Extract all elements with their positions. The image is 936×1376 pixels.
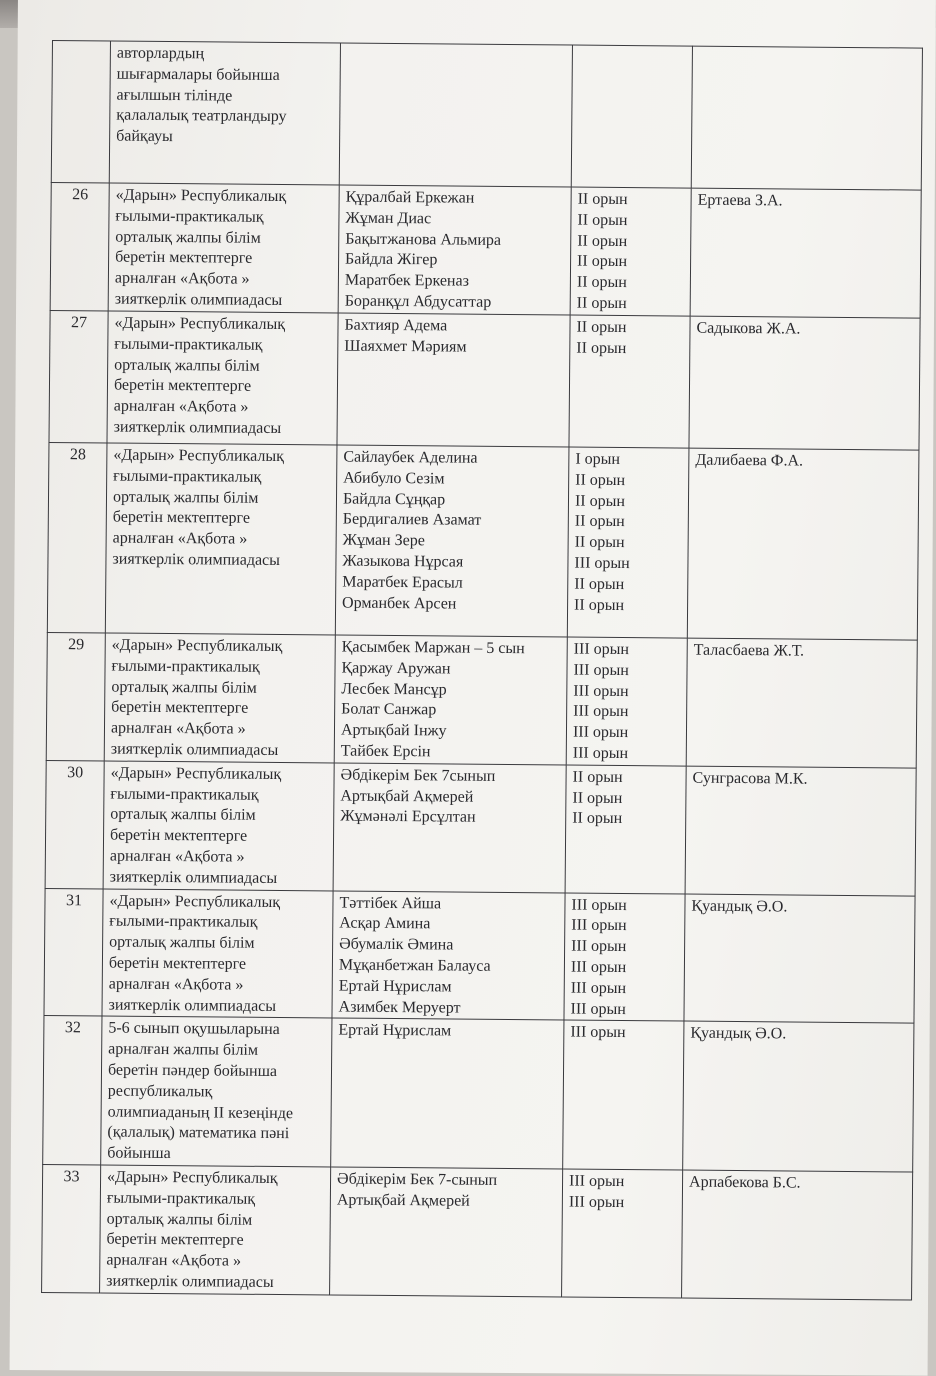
student-name: Әбдікерім Бек 7-сынып bbox=[336, 1170, 498, 1189]
teacher-name bbox=[691, 46, 922, 190]
place: ІІ орын bbox=[575, 471, 626, 489]
table-row bbox=[44, 888, 915, 1023]
student-names bbox=[339, 43, 572, 187]
place: ІІІ орын bbox=[570, 1023, 626, 1042]
student-name: Асқар Амина bbox=[339, 914, 431, 933]
student-name: Тайбек Ерсін bbox=[340, 742, 431, 761]
results-table-body bbox=[42, 41, 923, 1300]
description-line: зияткерлік олимпиадасы bbox=[114, 290, 283, 310]
places bbox=[563, 1020, 684, 1170]
description-line: арналған «Ақбота » bbox=[110, 719, 246, 738]
student-name: Артықбай Ақмерей bbox=[336, 1191, 470, 1210]
description-line: беретін мектептерге bbox=[109, 826, 248, 845]
description-line: ғылыми-практикалық bbox=[113, 467, 262, 486]
teacher-name: Ертаева З.А. bbox=[690, 188, 921, 318]
results-table bbox=[41, 40, 923, 1300]
place: ІІІ орын bbox=[571, 937, 627, 956]
description-line: «Дарын» Республикалық bbox=[113, 446, 284, 466]
row-number: 29 bbox=[46, 632, 105, 760]
place: І орын bbox=[575, 450, 621, 468]
teacher-name: Далибаева Ф.А. bbox=[687, 448, 919, 640]
places bbox=[565, 765, 686, 894]
description-line: «Дарын» Республикалық bbox=[114, 314, 286, 334]
student-name: Шаяхмет Мәриям bbox=[344, 337, 467, 356]
place: ІІ орын bbox=[576, 318, 627, 337]
description-line: арналған «Ақбота » bbox=[114, 269, 250, 288]
place: ІІІ орын bbox=[571, 916, 627, 935]
teacher-name: Қуандық Ә.О. bbox=[683, 1021, 914, 1172]
place: ІІІ орын bbox=[573, 640, 630, 659]
description-line: орталық жалпы білім bbox=[112, 488, 259, 507]
student-name: Байдла Жігер bbox=[345, 250, 438, 269]
place: ІІІ орын bbox=[573, 682, 629, 700]
student-names bbox=[330, 1167, 563, 1297]
place: ІІІ орын bbox=[573, 702, 629, 721]
student-name: Артықбай Ақмерей bbox=[340, 787, 474, 806]
place: ІІІ орын bbox=[573, 661, 629, 679]
table-row bbox=[46, 632, 917, 767]
student-name: Артықбай Інжу bbox=[340, 721, 447, 740]
places bbox=[569, 315, 690, 448]
description-line: «Дарын» Республикалық bbox=[107, 1168, 278, 1187]
student-name: Қасымбек Маржан – 5 сын bbox=[341, 638, 525, 658]
table-row bbox=[47, 442, 919, 640]
description-line: республикалық bbox=[107, 1082, 213, 1101]
student-name: Ертай Нұрислам bbox=[338, 1021, 452, 1040]
place: ІІ орын bbox=[576, 339, 627, 357]
description-line: «Дарын» Республикалық bbox=[115, 186, 287, 206]
place: ІІІ орын bbox=[570, 979, 627, 997]
place: ІІ орын bbox=[574, 533, 625, 552]
description-line: беретін мектептерге bbox=[115, 248, 253, 268]
student-name: Мұқанбетжан Балауса bbox=[338, 956, 491, 975]
description-line: беретін мектептерге bbox=[111, 698, 249, 718]
row-number: 33 bbox=[42, 1164, 101, 1292]
teacher-name: Таласбаева Ж.Т. bbox=[686, 638, 917, 768]
competition-description bbox=[104, 633, 335, 763]
description-line: зияткерлік олимпиадасы bbox=[109, 868, 278, 887]
place: ІІІ орын bbox=[570, 1000, 626, 1018]
student-name: Жұмәнәлі Ерсұлтан bbox=[340, 807, 476, 827]
row-number: 30 bbox=[45, 760, 104, 888]
place: ІІ орын bbox=[576, 294, 627, 313]
student-name: Боранқұл Абдусаттар bbox=[344, 292, 492, 311]
student-name: Құралбай Еркежан bbox=[345, 188, 475, 207]
teacher-name: Қуандық Ә.О. bbox=[684, 894, 915, 1024]
place: ІІІ орын bbox=[574, 554, 630, 573]
student-names bbox=[331, 1018, 564, 1169]
student-name: Болат Санжар bbox=[341, 700, 437, 719]
description-line: арналған «Ақбота » bbox=[113, 397, 249, 416]
description-line: беретін пәндер бойынша bbox=[107, 1061, 278, 1080]
student-name: Бердигалиев Азамат bbox=[342, 510, 482, 530]
place: ІІ орын bbox=[572, 809, 623, 828]
student-names bbox=[332, 891, 565, 1021]
place: ІІ орын bbox=[574, 512, 625, 531]
place: ІІ орын bbox=[572, 768, 623, 786]
student-name: Тәттібек Айша bbox=[339, 894, 442, 912]
description-line: арналған «Ақбота » bbox=[108, 975, 244, 994]
teacher-name: Сунграсова М.К. bbox=[685, 766, 916, 896]
place: ІІ орын bbox=[577, 232, 628, 250]
description-line: бойынша bbox=[107, 1144, 171, 1163]
competition-description bbox=[109, 41, 340, 185]
student-name: Сайлаубек Аделина bbox=[343, 448, 478, 467]
table-row bbox=[45, 760, 916, 895]
description-line: ғылыми-практикалық bbox=[115, 207, 264, 226]
description-line: зияткерлік олимпиадасы bbox=[106, 1272, 274, 1291]
competition-description bbox=[100, 1165, 331, 1295]
table-row bbox=[49, 310, 920, 450]
competition-description bbox=[103, 761, 334, 891]
description-line: беретін мектептерге bbox=[112, 508, 251, 528]
table-row bbox=[42, 1164, 913, 1299]
competition-description bbox=[105, 443, 337, 635]
description-line: зияткерлік олимпиадасы bbox=[113, 418, 282, 437]
student-name: Орманбек Арсен bbox=[342, 594, 457, 613]
description-line: арналған «Ақбота » bbox=[109, 847, 245, 866]
student-names bbox=[337, 313, 570, 447]
student-name: Әбумалік Әмина bbox=[339, 935, 454, 954]
description-line: «Дарын» Республикалық bbox=[111, 636, 283, 656]
description-line: ғылыми-практикалық bbox=[111, 657, 260, 676]
table-row bbox=[50, 182, 921, 318]
student-name: Байдла Сұңқар bbox=[342, 490, 446, 509]
student-name: Жазыкова Нұрсая bbox=[342, 552, 464, 571]
row-number: 32 bbox=[43, 1016, 102, 1165]
place: ІІ орын bbox=[577, 211, 628, 229]
student-name: Маратбек Ерасыл bbox=[342, 573, 463, 592]
description-line: зияткерлік олимпиадасы bbox=[112, 550, 281, 569]
row-number bbox=[51, 41, 110, 184]
student-name: Жұман Диас bbox=[345, 209, 432, 228]
description-line: орталық жалпы білім bbox=[106, 1210, 253, 1229]
description-line: ғылыми-практикалық bbox=[114, 335, 263, 354]
competition-description bbox=[101, 1016, 332, 1167]
place: ІІІ орын bbox=[568, 1172, 625, 1190]
place: ІІ орын bbox=[577, 252, 628, 271]
teacher-name: Садыкова Ж.А. bbox=[689, 316, 920, 450]
competition-description bbox=[107, 311, 338, 445]
description-line: орталық жалпы білім bbox=[109, 933, 255, 952]
place: ІІІ орын bbox=[571, 896, 627, 914]
description-line: арналған жалпы білім bbox=[108, 1040, 259, 1059]
row-number: 31 bbox=[44, 888, 103, 1016]
description-line: (қалалық) математика пәні bbox=[107, 1123, 290, 1143]
description-line: 5-6 сынып оқушыларына bbox=[108, 1019, 280, 1039]
description-line: орталық жалпы білім bbox=[114, 356, 260, 375]
student-name: Азимбек Меруерт bbox=[338, 998, 461, 1017]
description-line: орталық жалпы білім bbox=[111, 678, 257, 697]
competition-description bbox=[102, 889, 333, 1019]
student-name: Абибуло Сезім bbox=[343, 469, 445, 488]
place: ІІІ орын bbox=[572, 744, 629, 763]
description-line: ғылыми-практикалық bbox=[110, 785, 259, 804]
teacher-name: Арпабекова Б.С. bbox=[682, 1170, 913, 1300]
student-name: Ертай Нұрислам bbox=[338, 977, 452, 996]
description-line: арналған «Ақбота » bbox=[106, 1251, 242, 1270]
places bbox=[562, 1169, 683, 1298]
student-name: Жұман Зере bbox=[342, 531, 425, 550]
places bbox=[567, 447, 689, 638]
description-line: ағылшын тілінде bbox=[116, 86, 233, 105]
row-number: 28 bbox=[47, 442, 107, 632]
table-row bbox=[51, 41, 922, 191]
place: ІІІ орын bbox=[570, 958, 627, 976]
places bbox=[571, 45, 692, 188]
student-name: Маратбек Еркеназ bbox=[344, 271, 470, 290]
student-name: Лесбек Мансұр bbox=[341, 680, 447, 699]
student-name: Бақытжанова Альмира bbox=[345, 230, 502, 249]
student-name: Бахтияр Адема bbox=[344, 316, 448, 335]
description-line: арналған «Ақбота » bbox=[112, 529, 248, 548]
row-number: 26 bbox=[50, 182, 109, 311]
row-number: 27 bbox=[49, 310, 108, 443]
description-line: «Дарын» Республикалық bbox=[109, 892, 281, 911]
description-line: ғылыми-практикалық bbox=[106, 1189, 256, 1208]
description-line: беретін мектептерге bbox=[113, 376, 252, 396]
description-line: беретін мектептерге bbox=[108, 954, 247, 973]
place: ІІ орын bbox=[576, 273, 627, 292]
description-line: ғылыми-практикалық bbox=[109, 912, 258, 932]
place: ІІ орын bbox=[574, 492, 626, 510]
places bbox=[564, 893, 685, 1022]
description-line: авторлардың bbox=[116, 44, 205, 63]
description-line: орталық жалпы білім bbox=[115, 228, 261, 247]
student-names bbox=[335, 445, 569, 637]
description-line: байқауы bbox=[116, 127, 173, 146]
places bbox=[570, 187, 691, 316]
student-name: Қаржау Аружан bbox=[341, 659, 451, 678]
place: ІІ орын bbox=[577, 190, 628, 209]
description-line: зияткерлік олимпиадасы bbox=[108, 996, 277, 1015]
description-line: олимпиаданың ІІ кезеңінде bbox=[107, 1103, 294, 1122]
description-line: қалалалық театрландыру bbox=[116, 106, 287, 126]
place: ІІ орын bbox=[574, 575, 625, 593]
description-line: зияткерлік олимпиадасы bbox=[110, 740, 279, 759]
description-line: беретін мектептерге bbox=[106, 1230, 244, 1250]
competition-description bbox=[108, 183, 339, 313]
description-line: «Дарын» Республикалық bbox=[110, 764, 282, 783]
place: ІІ орын bbox=[572, 789, 623, 807]
description-line: шығармалары бойынша bbox=[116, 65, 280, 84]
place: ІІІ орын bbox=[568, 1193, 625, 1211]
place: ІІІ орын bbox=[572, 723, 629, 742]
student-name: Әбдікерім Бек 7сынып bbox=[340, 766, 496, 785]
place: ІІ орын bbox=[574, 596, 625, 614]
description-line: орталық жалпы білім bbox=[110, 805, 256, 825]
table-row bbox=[43, 1016, 914, 1172]
student-names bbox=[334, 635, 567, 765]
places bbox=[566, 637, 687, 766]
student-names bbox=[333, 763, 566, 893]
student-names bbox=[338, 185, 571, 315]
